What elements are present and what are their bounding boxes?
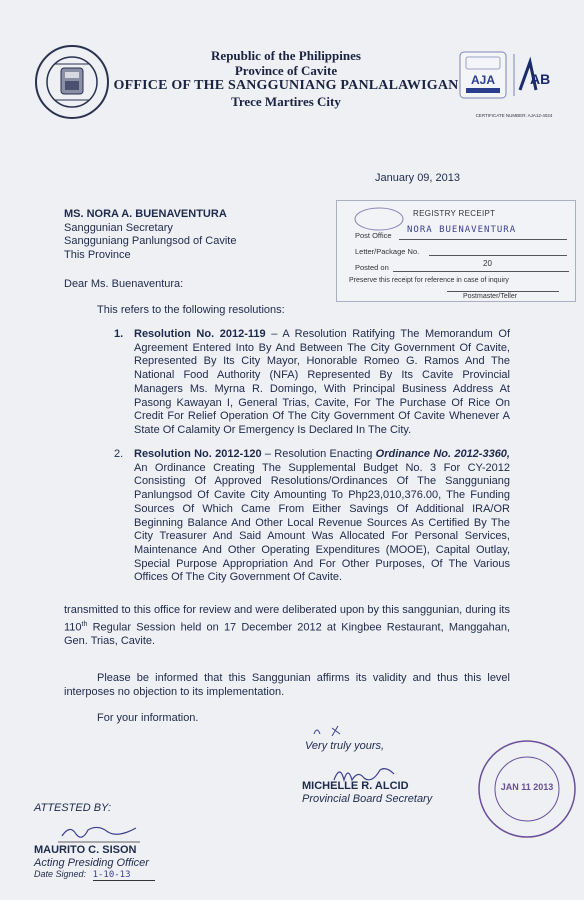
signatory-name: MICHELLE R. ALCID (302, 780, 409, 792)
resolution-item (114, 448, 510, 585)
transmittal-paragraph (64, 604, 510, 649)
receipt-postmaster-label: Postmaster/Teller (463, 293, 518, 300)
addressee-line-1: Sanggunian Secretary (64, 221, 173, 234)
receipt-post-office-label: Post Office (355, 231, 392, 240)
affirmation-paragraph: Please be informed that this Sanggunian affirms its validity and thus this level interposes no objection to its implementation. (64, 672, 510, 698)
letterhead-line-1: Republic of the Philippines (211, 48, 361, 63)
initials-scribble-icon (310, 722, 350, 740)
resolution-number: 1. (114, 328, 124, 340)
provincial-seal-icon (34, 44, 110, 120)
receipt-preserve-note: Preserve this receipt for reference in case of inquiry (349, 277, 509, 284)
resolution-number: 2. (114, 448, 124, 460)
certificate-number: CERTIFICATE NUMBER: AJA12-4024 (475, 113, 553, 118)
letterhead-city: Trece Martires City (231, 94, 341, 109)
receipt-letter-package-label: Letter/Package No. (355, 247, 420, 256)
date-signed-label: Date Signed: (34, 869, 87, 879)
attested-label: ATTESTED BY: (34, 802, 112, 814)
addressee-block (64, 208, 236, 262)
ordinal-suffix: th (81, 620, 88, 628)
letter-date: January 09, 2013 (375, 172, 461, 184)
received-stamp-icon (476, 738, 578, 840)
attest-signature-scribble-icon (58, 822, 140, 844)
addressee-name: MS. NORA A. BUENAVENTURA (64, 208, 227, 220)
resolution-title: Resolution No. 2012-120 (134, 448, 262, 460)
ordinance-reference: Ordinance No. 2012-3360, (375, 448, 510, 460)
postmark-icon (351, 205, 407, 233)
aja-logo-text: AJA (470, 73, 496, 87)
transmittal-text-a: transmitted to this office for review and were deliberated upon by this sanggunian, during its 110 (64, 604, 510, 634)
resolution-text-part-a: – Resolution Enacting (261, 448, 376, 460)
receipt-year: 20 (483, 259, 492, 268)
attester-title: Acting Presiding Officer (34, 857, 149, 869)
transmittal-text-b: Regular Session held on 17 December 2012 at Kingbee Restaurant, Manggahan, Gen. Trias, Cavite. (64, 621, 510, 648)
receipt-post-office-value: NORA BUENAVENTURA (407, 225, 517, 235)
registry-receipt (336, 200, 576, 302)
letterhead-line-2: Province of Cavite (234, 63, 338, 78)
information-note: For your information. (97, 712, 199, 724)
attester-name: MAURITO C. SISON (34, 844, 137, 856)
ab-logo-text: AB (530, 71, 551, 87)
resolution-text: – A Resolution Ratifying The Memorandum Of Agreement Entered Into By And Between The City Government Of Cavite, Represented By Its City Mayor, Honorable Romeo G. Ramos And The National Food Authority (NFA) Represented By Its Cavite Provincial Managers Ms. Myrna R. Domingo, With Principal Business Address At Pasong Kawayan I, General Trias, Cavite, For The Purchase Of Rice On Credit For Relief Operation Of The City Government Of Cavite Whenever A State Of Calamity Or Emergency Is Declared In The City. (134, 328, 511, 436)
certification-logo-icon (456, 50, 568, 112)
intro-text: This refers to the following resolutions: (97, 304, 285, 316)
letterhead (100, 48, 472, 109)
date-signed (34, 869, 155, 880)
receipt-title: REGISTRY RECEIPT (413, 209, 496, 218)
closing: Very truly yours, (305, 740, 385, 752)
signatory-title: Provincial Board Secretary (302, 793, 433, 805)
resolution-title: Resolution No. 2012-119 (134, 328, 266, 340)
resolution-item (114, 328, 511, 438)
receipt-posted-on-label: Posted on (355, 263, 389, 272)
stamp-date: JAN 11 2013 (500, 782, 554, 792)
addressee-line-2: Sangguniang Panlungsod of Cavite (64, 235, 237, 247)
letterhead-office: OFFICE OF THE SANGGUNIANG PANLALAWIGAN (113, 78, 459, 93)
date-signed-value: 1-10-13 (93, 870, 155, 881)
addressee-line-3: This Province (64, 248, 131, 261)
resolution-text-part-b: An Ordinance Creating The Supplemental Budget No. 3 For CY-2012 Consisting Of Approved Resolutions/Ordinances Of The Sangguniang Panlungsod Of Cavite City Amounting To Php23,010,376.00, The Funding Sources Of Which Came From Either Savings Of Additional IRA/OR Beginning Balance And Other Local Revenue Sources As Certified By The City Treasurer And Said Amount Was Allocated For Personal Services, Maintenance And Other Operating Expenditures (MOOE), Capital Outlay, Special Purpose Appropriation And For Other Purposes, Of The Various Offices Of The City Government Of Cavite. (134, 461, 510, 584)
salutation: Dear Ms. Buenaventura: (64, 278, 184, 290)
